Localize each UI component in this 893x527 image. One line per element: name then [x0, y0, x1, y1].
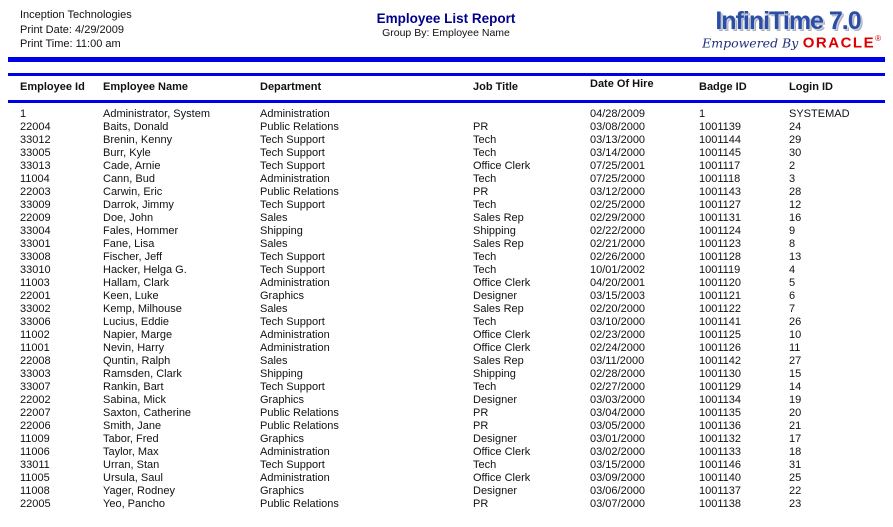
cell-job-title: Tech	[473, 199, 497, 211]
cell-badge-id: 1001119	[699, 264, 741, 276]
cell-employee-name: Fane, Lisa	[103, 238, 155, 250]
cell-employee-name: Brenin, Kenny	[103, 134, 173, 146]
cell-login-id: 13	[789, 251, 802, 263]
cell-employee-name: Saxton, Catherine	[103, 407, 192, 419]
cell-badge-id: 1001118	[699, 173, 741, 185]
cell-employee-id: 33004	[20, 225, 51, 237]
cell-badge-id: 1001143	[699, 186, 742, 198]
cell-date-of-hire: 03/12/2000	[590, 186, 646, 198]
cell-employee-id: 11009	[20, 433, 50, 445]
table-row	[0, 121, 893, 134]
column-header-date-of-hire: Date Of Hire	[590, 78, 654, 90]
cell-login-id: 21	[789, 420, 802, 432]
empowered-by-text: Empowered By	[702, 35, 799, 51]
cell-employee-name: Cade, Arnie	[103, 160, 161, 172]
cell-job-title: Office Clerk	[473, 160, 531, 172]
cell-job-title: Sales Rep	[473, 355, 524, 367]
cell-login-id: 25	[789, 472, 802, 484]
cell-department: Tech Support	[260, 147, 325, 159]
cell-employee-id: 11008	[20, 485, 50, 497]
cell-date-of-hire: 07/25/2001	[590, 160, 646, 172]
table-row	[0, 407, 893, 420]
company-name: Inception Technologies	[20, 9, 132, 21]
cell-badge-id: 1001127	[699, 199, 742, 211]
cell-date-of-hire: 02/26/2000	[590, 251, 646, 263]
cell-employee-id: 11001	[20, 342, 50, 354]
cell-job-title	[473, 108, 590, 121]
group-by-subtitle: Group By: Employee Name	[382, 27, 510, 39]
cell-date-of-hire: 03/10/2000	[590, 316, 646, 328]
cell-employee-name: Hallam, Clark	[103, 277, 170, 289]
column-header-login-id: Login ID	[789, 81, 833, 93]
cell-department: Administration	[260, 446, 330, 458]
cell-employee-name: Yeo, Pancho	[103, 498, 165, 510]
cell-department: Graphics	[260, 290, 305, 302]
cell-badge-id: 1001135	[699, 407, 742, 419]
cell-employee-id: 22008	[20, 355, 51, 367]
table-row	[0, 316, 893, 329]
cell-login-id: 29	[789, 134, 802, 146]
cell-login-id: 22	[789, 485, 802, 497]
table-row	[0, 329, 893, 342]
cell-job-title: Sales Rep	[473, 303, 524, 315]
cell-employee-id: 33003	[20, 368, 51, 380]
cell-badge-id: 1001131	[699, 212, 742, 224]
column-header-badge-id: Badge ID	[699, 81, 747, 93]
title-block	[296, 11, 596, 39]
column-header-employee-name: Employee Name	[103, 81, 188, 93]
cell-login-id: 15	[789, 368, 802, 380]
logo-tagline-row	[693, 34, 883, 52]
cell-login-id: SYSTEMAD	[789, 108, 850, 120]
cell-department: Graphics	[260, 433, 305, 445]
header-bottom-rule	[8, 100, 885, 103]
table-row	[0, 394, 893, 407]
cell-login-id: 3	[789, 173, 796, 185]
table-row	[0, 472, 893, 485]
cell-job-title: Tech	[473, 251, 497, 263]
infinitime-oracle-logo	[693, 8, 883, 52]
cell-department: Public Relations	[260, 498, 339, 510]
cell-employee-name: Cann, Bud	[103, 173, 155, 185]
cell-badge-id: 1001125	[699, 329, 742, 341]
cell-department: Sales	[260, 212, 288, 224]
table-row	[0, 212, 893, 225]
cell-date-of-hire: 04/20/2001	[590, 277, 646, 289]
cell-date-of-hire: 03/03/2000	[590, 394, 646, 406]
table-row	[0, 186, 893, 199]
cell-job-title: Office Clerk	[473, 277, 531, 289]
cell-department: Tech Support	[260, 160, 325, 172]
cell-date-of-hire: 03/02/2000	[590, 446, 646, 458]
table-body	[0, 108, 893, 511]
cell-employee-id: 11004	[20, 173, 50, 185]
cell-employee-name: Doe, John	[103, 212, 154, 224]
cell-date-of-hire: 02/27/2000	[590, 381, 646, 393]
cell-department: Graphics	[260, 485, 305, 497]
cell-badge-id: 1001134	[699, 394, 742, 406]
cell-badge-id: 1001124	[699, 225, 742, 237]
cell-employee-name: Carwin, Eric	[103, 186, 163, 198]
cell-badge-id: 1001123	[699, 238, 742, 250]
table-column-headers	[0, 78, 893, 94]
table-row	[0, 446, 893, 459]
cell-job-title: Office Clerk	[473, 329, 531, 341]
table-row	[0, 290, 893, 303]
cell-date-of-hire: 03/15/2003	[590, 290, 646, 302]
cell-department: Administration	[260, 329, 330, 341]
cell-employee-name: Smith, Jane	[103, 420, 162, 432]
cell-employee-name: Napier, Marge	[103, 329, 173, 341]
cell-badge-id: 1001138	[699, 498, 742, 510]
cell-badge-id: 1001140	[699, 472, 742, 484]
cell-badge-id: 1001128	[699, 251, 742, 263]
table-row	[0, 225, 893, 238]
cell-department: Sales	[260, 303, 288, 315]
cell-department: Tech Support	[260, 134, 325, 146]
cell-date-of-hire: 03/01/2000	[590, 433, 646, 445]
cell-employee-id: 33009	[20, 199, 51, 211]
cell-job-title: PR	[473, 420, 489, 432]
cell-badge-id: 1001136	[699, 420, 742, 432]
cell-job-title: Sales Rep	[473, 212, 524, 224]
cell-date-of-hire: 02/28/2000	[590, 368, 646, 380]
cell-login-id: 30	[789, 147, 802, 159]
header-top-rule	[8, 73, 885, 76]
cell-employee-id: 11005	[20, 472, 50, 484]
cell-employee-id: 22007	[20, 407, 51, 419]
cell-employee-id: 33008	[20, 251, 51, 263]
table-row	[0, 459, 893, 472]
cell-job-title: Shipping	[473, 368, 516, 380]
cell-department: Tech Support	[260, 381, 325, 393]
cell-badge-id: 1001117	[699, 160, 741, 172]
cell-date-of-hire: 02/21/2000	[590, 238, 646, 250]
cell-badge-id: 1001145	[699, 147, 742, 159]
cell-department: Public Relations	[260, 121, 339, 133]
cell-job-title: Designer	[473, 485, 518, 497]
table-row	[0, 108, 893, 121]
cell-employee-name: Fales, Hommer	[103, 225, 179, 237]
cell-department: Administration	[260, 277, 330, 289]
cell-badge-id: 1001126	[699, 342, 742, 354]
cell-employee-name: Tabor, Fred	[103, 433, 159, 445]
cell-login-id: 11	[789, 342, 801, 354]
table-row	[0, 147, 893, 160]
cell-date-of-hire: 02/29/2000	[590, 212, 646, 224]
cell-job-title: Shipping	[473, 225, 516, 237]
cell-employee-name: Quntin, Ralph	[103, 355, 171, 367]
cell-badge-id: 1	[699, 108, 706, 120]
cell-login-id: 24	[789, 121, 802, 133]
cell-job-title: PR	[473, 407, 489, 419]
cell-department: Public Relations	[260, 407, 339, 419]
cell-job-title: PR	[473, 186, 489, 198]
cell-date-of-hire: 02/24/2000	[590, 342, 646, 354]
cell-employee-id: 22002	[20, 394, 51, 406]
cell-login-id: 4	[789, 264, 796, 276]
cell-login-id: 9	[789, 225, 796, 237]
cell-date-of-hire: 02/22/2000	[590, 225, 646, 237]
cell-employee-id: 11006	[20, 446, 50, 458]
cell-job-title: Tech	[473, 381, 497, 393]
cell-employee-id: 33011	[20, 459, 50, 471]
cell-login-id: 10	[789, 329, 802, 341]
column-header-employee-id: Employee Id	[20, 81, 85, 93]
table-row	[0, 134, 893, 147]
table-row	[0, 199, 893, 212]
cell-login-id: 28	[789, 186, 802, 198]
cell-employee-id: 33010	[20, 264, 51, 276]
cell-employee-id: 33005	[20, 147, 51, 159]
cell-job-title: Office Clerk	[473, 472, 531, 484]
cell-employee-id: 22003	[20, 186, 51, 198]
cell-job-title: Tech	[473, 173, 497, 185]
cell-employee-name: Urran, Stan	[103, 459, 160, 471]
page-title: Employee List Report	[376, 11, 516, 26]
table-row	[0, 368, 893, 381]
cell-login-id: 8	[789, 238, 796, 250]
cell-date-of-hire: 02/23/2000	[590, 329, 646, 341]
cell-login-id: 31	[789, 459, 802, 471]
print-info-block	[20, 8, 132, 52]
table-row	[0, 251, 893, 264]
cell-date-of-hire: 03/07/2000	[590, 498, 646, 510]
table-row	[0, 303, 893, 316]
cell-login-id: 19	[789, 394, 802, 406]
registered-trademark-symbol: ®	[875, 34, 881, 43]
cell-employee-name: Yager, Rodney	[103, 485, 175, 497]
cell-date-of-hire: 03/15/2000	[590, 459, 646, 471]
cell-department: Tech Support	[260, 199, 325, 211]
cell-date-of-hire: 04/28/2009	[590, 108, 646, 120]
cell-date-of-hire: 02/25/2000	[590, 199, 646, 211]
cell-login-id: 26	[789, 316, 802, 328]
cell-employee-name: Kemp, Milhouse	[103, 303, 182, 315]
cell-job-title: Sales Rep	[473, 238, 524, 250]
cell-department: Administration	[260, 342, 330, 354]
cell-department: Tech Support	[260, 316, 325, 328]
cell-date-of-hire: 03/08/2000	[590, 121, 646, 133]
cell-badge-id: 1001129	[699, 381, 742, 393]
cell-login-id: 20	[789, 407, 802, 419]
cell-badge-id: 1001133	[699, 446, 742, 458]
cell-employee-name: Darrok, Jimmy	[103, 199, 174, 211]
table-row	[0, 485, 893, 498]
cell-date-of-hire: 03/09/2000	[590, 472, 646, 484]
cell-employee-id: 33006	[20, 316, 51, 328]
cell-job-title: PR	[473, 498, 489, 510]
cell-department: Shipping	[260, 368, 303, 380]
cell-login-id: 12	[789, 199, 802, 211]
cell-badge-id: 1001120	[699, 277, 742, 289]
cell-department: Administration	[260, 472, 330, 484]
cell-login-id: 2	[789, 160, 796, 172]
oracle-brand-text: ORACLE	[802, 34, 876, 52]
cell-badge-id: 1001139	[699, 121, 742, 133]
cell-job-title: Tech	[473, 264, 497, 276]
cell-department: Administration	[260, 108, 330, 120]
cell-login-id: 17	[789, 433, 802, 445]
cell-login-id: 5	[789, 277, 796, 289]
cell-job-title: Designer	[473, 433, 518, 445]
cell-date-of-hire: 03/04/2000	[590, 407, 646, 419]
cell-badge-id: 1001142	[699, 355, 742, 367]
infinitime-logo-text: InfiniTime 7.0	[715, 7, 861, 35]
cell-login-id: 14	[789, 381, 802, 393]
cell-badge-id: 1001121	[699, 290, 742, 302]
cell-employee-name: Keen, Luke	[103, 290, 159, 302]
cell-employee-name: Administrator, System	[103, 108, 210, 120]
table-row	[0, 277, 893, 290]
cell-badge-id: 1001122	[699, 303, 742, 315]
column-header-job-title: Job Title	[473, 81, 519, 93]
cell-job-title: Tech	[473, 459, 497, 471]
print-time: Print Time: 11:00 am	[20, 38, 121, 50]
table-row	[0, 498, 893, 511]
cell-department: Tech Support	[260, 264, 325, 276]
cell-department: Administration	[260, 173, 330, 185]
cell-date-of-hire: 03/13/2000	[590, 134, 646, 146]
cell-employee-id: 11003	[20, 277, 50, 289]
table-row	[0, 238, 893, 251]
cell-badge-id: 1001132	[699, 433, 742, 445]
cell-employee-id: 22001	[20, 290, 51, 302]
cell-department: Sales	[260, 238, 288, 250]
cell-employee-id: 33001	[20, 238, 51, 250]
cell-department: Tech Support	[260, 251, 325, 263]
cell-job-title: Designer	[473, 394, 518, 406]
cell-login-id: 6	[789, 290, 796, 302]
cell-department: Shipping	[260, 225, 303, 237]
cell-employee-id: 33002	[20, 303, 51, 315]
cell-employee-name: Fischer, Jeff	[103, 251, 163, 263]
cell-badge-id: 1001137	[699, 485, 742, 497]
cell-badge-id: 1001144	[699, 134, 742, 146]
cell-login-id: 16	[789, 212, 802, 224]
cell-department: Sales	[260, 355, 288, 367]
cell-employee-name: Ursula, Saul	[103, 472, 163, 484]
cell-employee-name: Rankin, Bart	[103, 381, 164, 393]
cell-job-title: Tech	[473, 134, 497, 146]
table-row	[0, 420, 893, 433]
cell-employee-id: 22005	[20, 498, 51, 510]
table-row	[0, 160, 893, 173]
top-rule	[8, 57, 885, 62]
cell-employee-id: 33012	[20, 134, 51, 146]
cell-date-of-hire: 03/05/2000	[590, 420, 646, 432]
cell-employee-id: 22004	[20, 121, 51, 133]
cell-employee-id: 22009	[20, 212, 51, 224]
cell-date-of-hire: 10/01/2002	[590, 264, 646, 276]
cell-employee-id: 22006	[20, 420, 51, 432]
cell-badge-id: 1001141	[699, 316, 742, 328]
cell-job-title: Tech	[473, 316, 497, 328]
cell-badge-id: 1001146	[699, 459, 742, 471]
cell-employee-name: Lucius, Eddie	[103, 316, 170, 328]
cell-employee-name: Sabina, Mick	[103, 394, 166, 406]
table-row	[0, 433, 893, 446]
cell-date-of-hire: 03/11/2000	[590, 355, 645, 367]
cell-employee-name: Nevin, Harry	[103, 342, 165, 354]
cell-job-title: Designer	[473, 290, 518, 302]
print-date: Print Date: 4/29/2009	[20, 23, 124, 36]
cell-employee-id: 11002	[20, 329, 50, 341]
cell-login-id: 7	[789, 303, 796, 315]
cell-date-of-hire: 03/06/2000	[590, 485, 646, 497]
cell-employee-id: 1	[20, 108, 27, 120]
table-row	[0, 342, 893, 355]
cell-date-of-hire: 03/14/2000	[590, 147, 646, 159]
cell-department: Tech Support	[260, 459, 325, 471]
column-header-department: Department	[260, 81, 322, 93]
cell-employee-name: Hacker, Helga G.	[103, 264, 187, 276]
cell-job-title: Tech	[473, 147, 497, 159]
cell-job-title: PR	[473, 121, 489, 133]
cell-date-of-hire: 02/20/2000	[590, 303, 646, 315]
cell-login-id: 23	[789, 498, 802, 510]
cell-employee-id: 33013	[20, 160, 51, 172]
cell-employee-name: Ramsden, Clark	[103, 368, 182, 380]
cell-department: Public Relations	[260, 186, 339, 198]
cell-badge-id: 1001130	[699, 368, 742, 380]
cell-employee-name: Taylor, Max	[103, 446, 159, 458]
cell-employee-id: 33007	[20, 381, 51, 393]
cell-employee-name: Baits, Donald	[103, 121, 169, 133]
cell-login-id: 27	[789, 355, 802, 367]
cell-employee-name: Burr, Kyle	[103, 147, 151, 159]
table-row	[0, 381, 893, 394]
cell-date-of-hire: 07/25/2000	[590, 173, 646, 185]
table-row	[0, 173, 893, 186]
table-row	[0, 355, 893, 368]
cell-department: Public Relations	[260, 420, 339, 432]
cell-job-title: Office Clerk	[473, 446, 531, 458]
cell-department: Graphics	[260, 394, 305, 406]
table-row	[0, 264, 893, 277]
cell-job-title: Office Clerk	[473, 342, 531, 354]
cell-login-id: 18	[789, 446, 802, 458]
